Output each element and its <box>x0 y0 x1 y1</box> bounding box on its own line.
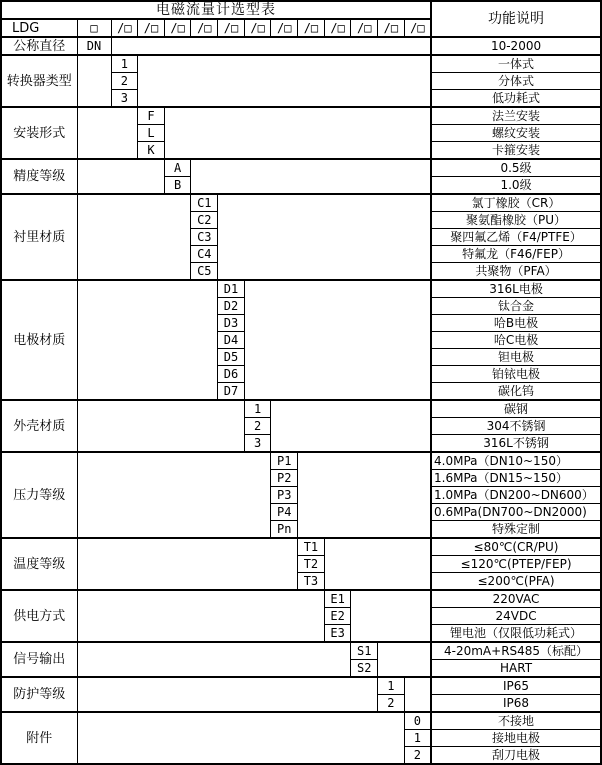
function-cell: 24VDC <box>431 608 601 625</box>
group-label-electrode-material: 电极材质 <box>1 280 77 400</box>
function-cell: 氯丁橡胶（CR） <box>431 194 601 212</box>
model-slot-box: /□ <box>244 19 271 37</box>
code-cell: P3 <box>271 487 298 504</box>
code-cell: A <box>164 159 191 177</box>
function-cell: 不接地 <box>431 712 601 730</box>
function-cell: 接地电极 <box>431 730 601 747</box>
function-column-header: 功能说明 <box>431 1 601 37</box>
empty-cell <box>77 642 351 677</box>
empty-cell <box>191 159 431 194</box>
code-cell: P1 <box>271 452 298 470</box>
model-slot-box: /□ <box>191 19 218 37</box>
group-label-installation-type: 安装形式 <box>1 107 77 159</box>
code-cell: D3 <box>218 315 245 332</box>
code-cell: L <box>138 125 165 142</box>
function-cell: 刮刀电极 <box>431 747 601 765</box>
code-cell: E3 <box>324 625 351 643</box>
code-cell: C5 <box>191 263 218 281</box>
code-cell: C2 <box>191 212 218 229</box>
empty-cell <box>77 712 404 764</box>
empty-cell <box>77 452 271 538</box>
model-slot-box: /□ <box>164 19 191 37</box>
empty-cell <box>77 677 378 712</box>
code-cell: B <box>164 177 191 195</box>
group-label-power-supply: 供电方式 <box>1 590 77 642</box>
code-cell: C4 <box>191 246 218 263</box>
model-slot-box: /□ <box>378 19 405 37</box>
function-cell: 304不锈钢 <box>431 418 601 435</box>
function-cell: 卡箍安装 <box>431 142 601 160</box>
empty-cell <box>77 159 164 194</box>
function-cell: 0.5级 <box>431 159 601 177</box>
function-cell: 4.0MPa（DN10~150） <box>431 452 601 470</box>
function-cell: 共聚物（PFA） <box>431 263 601 281</box>
function-cell: 螺纹安装 <box>431 125 601 142</box>
empty-cell <box>378 642 431 677</box>
function-cell: 碳化钨 <box>431 383 601 401</box>
empty-cell <box>138 55 431 107</box>
function-cell: 1.0MPa（DN200~DN600） <box>431 487 601 504</box>
code-cell: T2 <box>298 556 325 573</box>
code-cell: D7 <box>218 383 245 401</box>
function-cell: 4-20mA+RS485（标配） <box>431 642 601 660</box>
function-cell: 220VAC <box>431 590 601 608</box>
model-slot-box: /□ <box>271 19 298 37</box>
model-slot-box: /□ <box>324 19 351 37</box>
function-cell: 哈C电极 <box>431 332 601 349</box>
code-cell: F <box>138 107 165 125</box>
empty-cell <box>77 590 324 642</box>
code-cell: S1 <box>351 642 378 660</box>
group-label-signal-output: 信号输出 <box>1 642 77 677</box>
code-cell: 2 <box>378 695 405 713</box>
code-cell: P4 <box>271 504 298 521</box>
model-slot-box: /□ <box>298 19 325 37</box>
code-cell: 2 <box>404 747 431 765</box>
model-slot-box: /□ <box>138 19 165 37</box>
empty-cell <box>77 194 191 280</box>
code-cell: 0 <box>404 712 431 730</box>
code-cell: 2 <box>244 418 271 435</box>
empty-cell <box>164 107 431 159</box>
code-cell: E1 <box>324 590 351 608</box>
code-cell: 1 <box>244 400 271 418</box>
empty-cell <box>271 400 431 452</box>
function-cell: 1.0级 <box>431 177 601 195</box>
function-cell: 铂铱电极 <box>431 366 601 383</box>
empty-cell <box>77 280 218 400</box>
empty-cell <box>77 55 111 107</box>
empty-cell <box>77 400 244 452</box>
code-cell: Pn <box>271 521 298 539</box>
function-cell: 10-2000 <box>431 37 601 55</box>
function-cell: 316L不锈钢 <box>431 435 601 453</box>
model-slot-box: /□ <box>404 19 431 37</box>
function-cell: IP65 <box>431 677 601 695</box>
code-cell: C1 <box>191 194 218 212</box>
function-cell: ≤80℃(CR/PU) <box>431 538 601 556</box>
model-base-box: □ <box>77 19 111 37</box>
group-label-converter-type: 转换器类型 <box>1 55 77 107</box>
code-cell: C3 <box>191 229 218 246</box>
group-label-liner-material: 衬里材质 <box>1 194 77 280</box>
function-cell: 钽电极 <box>431 349 601 366</box>
group-label-accuracy-class: 精度等级 <box>1 159 77 194</box>
model-slot-box: /□ <box>111 19 138 37</box>
code-cell: 3 <box>111 90 138 108</box>
function-cell: 316L电极 <box>431 280 601 298</box>
function-cell: ≤200℃(PFA) <box>431 573 601 591</box>
code-cell: E2 <box>324 608 351 625</box>
function-cell: 钛合金 <box>431 298 601 315</box>
function-cell: 一体式 <box>431 55 601 73</box>
code-cell: 1 <box>404 730 431 747</box>
code-cell: D1 <box>218 280 245 298</box>
code-cell: 1 <box>378 677 405 695</box>
function-cell: ≤120℃(PTEP/FEP) <box>431 556 601 573</box>
empty-cell <box>218 194 431 280</box>
code-cell: D6 <box>218 366 245 383</box>
model-slot-box: /□ <box>218 19 245 37</box>
function-cell: 锂电池（仅限低功耗式） <box>431 625 601 643</box>
function-cell: 0.6MPa(DN700~DN2000) <box>431 504 601 521</box>
function-cell: 1.6MPa（DN15~150） <box>431 470 601 487</box>
code-cell: P2 <box>271 470 298 487</box>
function-cell: 哈B电极 <box>431 315 601 332</box>
empty-cell <box>77 538 298 590</box>
function-cell: 分体式 <box>431 73 601 90</box>
code-cell: D5 <box>218 349 245 366</box>
group-label-accessories: 附件 <box>1 712 77 764</box>
model-prefix-label: LDG <box>1 19 77 37</box>
code-cell: 1 <box>111 55 138 73</box>
function-cell: 聚氨酯橡胶（PU） <box>431 212 601 229</box>
function-cell: 碳钢 <box>431 400 601 418</box>
code-cell: T1 <box>298 538 325 556</box>
group-label-temperature-rating: 温度等级 <box>1 538 77 590</box>
empty-cell <box>244 280 431 400</box>
function-cell: 低功耗式 <box>431 90 601 108</box>
empty-cell <box>324 538 431 590</box>
function-cell: 法兰安装 <box>431 107 601 125</box>
empty-cell <box>404 677 431 712</box>
group-label-housing-material: 外壳材质 <box>1 400 77 452</box>
group-label-pressure-rating: 压力等级 <box>1 452 77 538</box>
table-title: 电磁流量计选型表 <box>1 1 431 19</box>
empty-cell <box>298 452 431 538</box>
code-cell: D2 <box>218 298 245 315</box>
code-cell: D4 <box>218 332 245 349</box>
function-cell: IP68 <box>431 695 601 713</box>
code-cell: T3 <box>298 573 325 591</box>
code-cell: 2 <box>111 73 138 90</box>
function-cell: 特殊定制 <box>431 521 601 539</box>
group-label-nominal-diameter: 公称直径 <box>1 37 77 55</box>
code-cell: S2 <box>351 660 378 678</box>
empty-cell <box>77 107 138 159</box>
empty-cell <box>351 590 431 642</box>
function-cell: HART <box>431 660 601 678</box>
code-cell: DN <box>77 37 111 55</box>
code-cell: 3 <box>244 435 271 453</box>
function-cell: 聚四氟乙烯（F4/PTFE） <box>431 229 601 246</box>
group-label-protection-rating: 防护等级 <box>1 677 77 712</box>
code-cell: K <box>138 142 165 160</box>
function-cell: 特氟龙（F46/FEP） <box>431 246 601 263</box>
model-slot-box: /□ <box>351 19 378 37</box>
empty-cell <box>111 37 431 55</box>
